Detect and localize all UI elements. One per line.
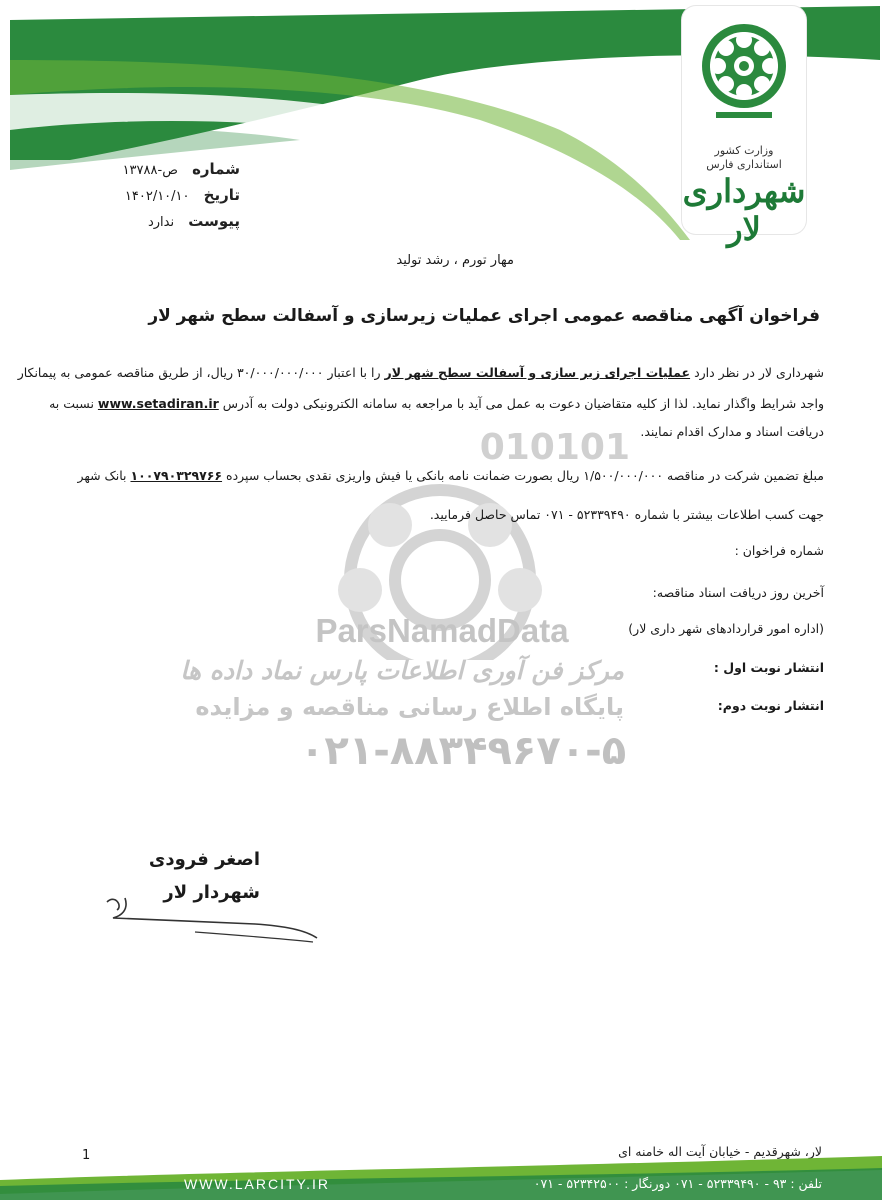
date-value: ۱۴۰۲/۱۰/۱۰ [124,189,190,204]
footer-green-band [0,1150,882,1200]
account-number: ۱۰۰۷۹۰۳۲۹۷۶۶ [130,468,223,483]
setadiran-link[interactable]: www.setadiran.ir [97,396,219,411]
municipality-title: شهرداری لار [682,172,806,248]
p2-text-b: بانک شهر [77,468,127,483]
page-title: فراخوان آگهی مناقصه عمومی اجرای عملیات زیرسازی و آسفالت سطح شهر لار [148,306,820,326]
attachment-label: پیوست [188,212,240,230]
paragraph-1-line-1 [17,363,824,383]
signatory-role: شهردار لار [163,882,260,903]
second-publication-label: انتشار نوبت دوم: [717,698,824,713]
watermark-phone: ۰۲۱-۸۸۳۴۹۶۷۰-۵ [300,728,627,774]
number-label: شماره [192,160,240,178]
p1-text-a: شهرداری لار در نظر دارد [694,365,824,380]
p2-text-a: مبلغ تضمین شرکت در مناقصه ۱/۵۰۰/۰۰۰/۰۰۰ ریال بصورت ضمانت نامه بانکی یا فیش واریزی نقدی بحساب سپرده [226,468,824,483]
ministry-label: وزارت کشور [714,144,774,157]
letter-date-row [90,186,240,204]
handwritten-signature [95,880,325,950]
province-label: استانداری فارس [706,158,782,171]
letter-number-row [90,160,240,178]
slogan: مهار تورم ، رشد تولید [396,253,514,268]
city-emblem-logo [696,14,792,124]
footer-website[interactable]: WWW.LARCITY.IR [184,1176,330,1192]
watermark-line1: مرکز فن آوری اطلاعات پارس نماد داده ها [180,656,624,685]
p1-project-name: عملیات اجرای زیر سازی و آسفالت سطح شهر لار [384,365,691,380]
p1-text-b: را با اعتبار ۳۰/۰۰۰/۰۰۰/۰۰۰ ریال، از طریق مناقصه عمومی به پیمانکار [17,365,381,380]
letter-attachment-row [90,212,240,230]
page-number: 1 [82,1148,91,1163]
first-publication-label: انتشار نوبت اول : [713,660,824,675]
last-day-label: آخرین روز دریافت اسناد مناقصه: [652,585,824,600]
number-value: ص-۱۳۷۸۸ [122,163,178,178]
paragraph-1-line-2 [49,394,824,414]
watermark-digits: 010101 [479,427,630,468]
attachment-value: ندارد [147,215,175,230]
contracts-office-label: (اداره امور قراردادهای شهر داری لار) [628,621,824,636]
footer-address: لار، شهرقدیم - خیابان آیت اله خامنه ای [618,1144,822,1159]
watermark-brand: ParsNamadData [315,612,569,649]
paragraph-1-line-3: دریافت اسناد و مدارک اقدام نمایند. [640,424,824,439]
footer-phone-fax: تلفن : ۹۳ - ۵۲۳۳۹۴۹۰ - ۰۷۱ دورنگار : ۵۲۳۴۲۵۰۰ - ۰۷۱ [533,1176,822,1191]
call-number-label: شماره فراخوان : [734,543,824,558]
date-label: تاریخ [203,186,240,204]
paragraph-2-line-2: جهت کسب اطلاعات بیشتر با شماره ۵۲۳۳۹۴۹۰ - ۰۷۱ تماس حاصل فرمایید. [429,507,824,522]
signatory-name: اصغر فرودی [148,849,260,870]
p1-text-c: واجد شرایط واگذار نماید. لذا از کلیه متقاضیان دعوت به عمل می آید با مراجعه به سامانه الکترونیکی دولت به آدرس [222,396,824,411]
paragraph-2-line-1 [77,466,824,486]
p1-text-d: نسبت به [49,396,94,411]
watermark-line2: پایگاه اطلاع رسانی مناقصه و مزایده [195,693,624,721]
